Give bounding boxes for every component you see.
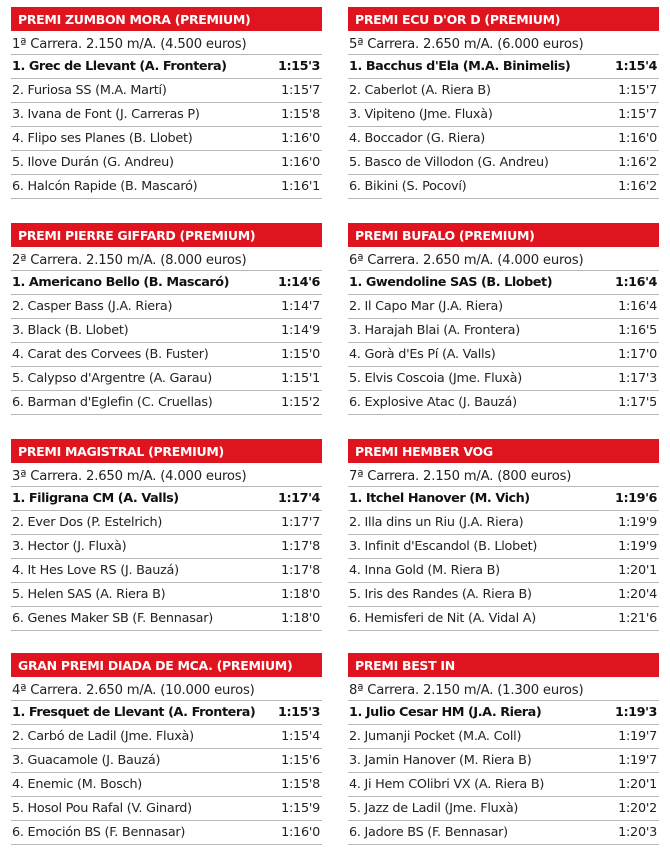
race-time: 1:19'9 bbox=[618, 515, 657, 530]
race-time: 1:15'0 bbox=[281, 347, 320, 362]
result-row bbox=[348, 821, 659, 845]
result-row bbox=[11, 295, 322, 319]
race-time: 1:15'8 bbox=[281, 777, 320, 792]
result-row bbox=[348, 367, 659, 391]
runner-name: 1. Itchel Hanover (M. Vich) bbox=[349, 491, 530, 506]
runner-name: 5. Jazz de Ladil (Jme. Fluxà) bbox=[349, 801, 519, 816]
race-title: PREMI PIERRE GIFFARD (PREMIUM) bbox=[11, 223, 322, 247]
result-row bbox=[348, 749, 659, 773]
result-row bbox=[348, 583, 659, 607]
race-time: 1:16'0 bbox=[618, 131, 657, 146]
result-row bbox=[348, 797, 659, 821]
runner-name: 2. Il Capo Mar (J.A. Riera) bbox=[349, 299, 503, 314]
result-row bbox=[11, 773, 322, 797]
runner-name: 4. Flipo ses Planes (B. Llobet) bbox=[12, 131, 193, 146]
runner-name: 1. Grec de Llevant (A. Frontera) bbox=[12, 59, 227, 74]
race-time: 1:17'8 bbox=[281, 563, 320, 578]
runner-name: 6. Bikini (S. Pocoví) bbox=[349, 179, 467, 194]
race-time: 1:15'6 bbox=[281, 753, 320, 768]
result-row bbox=[11, 559, 322, 583]
race-title: PREMI BUFALO (PREMIUM) bbox=[348, 223, 659, 247]
race-block bbox=[348, 7, 659, 199]
result-row bbox=[11, 367, 322, 391]
race-time: 1:19'7 bbox=[618, 753, 657, 768]
runner-name: 5. Hosol Pou Rafal (V. Ginard) bbox=[12, 801, 192, 816]
runner-name: 5. Ilove Durán (G. Andreu) bbox=[12, 155, 174, 170]
result-row bbox=[348, 773, 659, 797]
race-title: PREMI ECU D'OR D (PREMIUM) bbox=[348, 7, 659, 31]
race-time: 1:14'7 bbox=[281, 299, 320, 314]
runner-name: 3. Jamin Hanover (M. Riera B) bbox=[349, 753, 532, 768]
result-row bbox=[348, 701, 659, 725]
result-row bbox=[348, 391, 659, 415]
race-block bbox=[11, 223, 322, 415]
result-row bbox=[348, 487, 659, 511]
runner-name: 5. Calypso d'Argentre (A. Garau) bbox=[12, 371, 212, 386]
race-block bbox=[348, 223, 659, 415]
race-block bbox=[11, 7, 322, 199]
race-info: 5ª Carrera. 2.650 m/A. (6.000 euros) bbox=[348, 31, 659, 55]
race-title: PREMI HEMBER VOG bbox=[348, 439, 659, 463]
race-time: 1:17'5 bbox=[618, 395, 657, 410]
runner-name: 1. Fresquet de Llevant (A. Frontera) bbox=[12, 705, 256, 720]
race-time: 1:20'1 bbox=[618, 777, 657, 792]
result-row bbox=[11, 343, 322, 367]
result-row bbox=[11, 127, 322, 151]
runner-name: 6. Halcón Rapide (B. Mascaró) bbox=[12, 179, 198, 194]
runner-name: 5. Iris des Randes (A. Riera B) bbox=[349, 587, 532, 602]
race-time: 1:16'4 bbox=[618, 299, 657, 314]
result-row bbox=[11, 151, 322, 175]
result-row bbox=[11, 391, 322, 415]
result-row bbox=[11, 103, 322, 127]
race-title: PREMI BEST IN bbox=[348, 653, 659, 677]
runner-name: 2. Ever Dos (P. Estelrich) bbox=[12, 515, 163, 530]
runner-name: 3. Vipiteno (Jme. Fluxà) bbox=[349, 107, 493, 122]
result-row bbox=[348, 607, 659, 631]
race-block bbox=[11, 653, 322, 845]
race-title: PREMI MAGISTRAL (PREMIUM) bbox=[11, 439, 322, 463]
runner-name: 5. Elvis Coscoia (Jme. Fluxà) bbox=[349, 371, 522, 386]
race-info: 6ª Carrera. 2.650 m/A. (4.000 euros) bbox=[348, 247, 659, 271]
race-time: 1:15'1 bbox=[281, 371, 320, 386]
result-row bbox=[348, 175, 659, 199]
runner-name: 1. Filigrana CM (A. Valls) bbox=[12, 491, 179, 506]
race-time: 1:17'0 bbox=[618, 347, 657, 362]
runner-name: 6. Explosive Atac (J. Bauzá) bbox=[349, 395, 517, 410]
race-time: 1:15'3 bbox=[278, 705, 320, 720]
race-time: 1:18'0 bbox=[281, 587, 320, 602]
runner-name: 1. Gwendoline SAS (B. Llobet) bbox=[349, 275, 553, 290]
runner-name: 2. Furiosa SS (M.A. Martí) bbox=[12, 83, 167, 98]
race-title: PREMI ZUMBON MORA (PREMIUM) bbox=[11, 7, 322, 31]
race-time: 1:15'8 bbox=[281, 107, 320, 122]
result-row bbox=[11, 271, 322, 295]
result-row bbox=[11, 607, 322, 631]
race-title: GRAN PREMI DIADA DE MCA. (PREMIUM) bbox=[11, 653, 322, 677]
result-row bbox=[11, 701, 322, 725]
race-time: 1:16'1 bbox=[281, 179, 320, 194]
race-info: 4ª Carrera. 2.650 m/A. (10.000 euros) bbox=[11, 677, 322, 701]
result-row bbox=[348, 319, 659, 343]
result-row bbox=[348, 103, 659, 127]
race-time: 1:17'7 bbox=[281, 515, 320, 530]
result-row bbox=[348, 55, 659, 79]
result-row bbox=[348, 725, 659, 749]
race-time: 1:16'0 bbox=[281, 131, 320, 146]
runner-name: 2. Carbó de Ladil (Jme. Fluxà) bbox=[12, 729, 194, 744]
race-block bbox=[11, 439, 322, 631]
runner-name: 6. Jadore BS (F. Bennasar) bbox=[349, 825, 508, 840]
runner-name: 3. Harajah Blai (A. Frontera) bbox=[349, 323, 520, 338]
runner-name: 3. Black (B. Llobet) bbox=[12, 323, 129, 338]
result-row bbox=[348, 343, 659, 367]
result-row bbox=[11, 797, 322, 821]
race-time: 1:15'3 bbox=[278, 59, 320, 74]
race-time: 1:16'2 bbox=[618, 179, 657, 194]
runner-name: 5. Helen SAS (A. Riera B) bbox=[12, 587, 166, 602]
result-row bbox=[348, 535, 659, 559]
race-time: 1:20'1 bbox=[618, 563, 657, 578]
runner-name: 4. Inna Gold (M. Riera B) bbox=[349, 563, 500, 578]
race-time: 1:15'4 bbox=[615, 59, 657, 74]
race-time: 1:19'7 bbox=[618, 729, 657, 744]
runner-name: 3. Ivana de Font (J. Carreras P) bbox=[12, 107, 200, 122]
race-info: 8ª Carrera. 2.150 m/A. (1.300 euros) bbox=[348, 677, 659, 701]
result-row bbox=[348, 151, 659, 175]
race-time: 1:14'9 bbox=[281, 323, 320, 338]
result-row bbox=[348, 295, 659, 319]
runner-name: 3. Hector (J. Fluxà) bbox=[12, 539, 127, 554]
race-time: 1:21'6 bbox=[618, 611, 657, 626]
race-info: 7ª Carrera. 2.150 m/A. (800 euros) bbox=[348, 463, 659, 487]
result-row bbox=[11, 821, 322, 845]
runner-name: 2. Caberlot (A. Riera B) bbox=[349, 83, 491, 98]
race-time: 1:17'4 bbox=[278, 491, 320, 506]
result-row bbox=[11, 535, 322, 559]
result-row bbox=[348, 271, 659, 295]
race-time: 1:18'0 bbox=[281, 611, 320, 626]
race-time: 1:17'8 bbox=[281, 539, 320, 554]
race-block bbox=[348, 439, 659, 631]
race-time: 1:16'2 bbox=[618, 155, 657, 170]
race-time: 1:19'6 bbox=[615, 491, 657, 506]
race-info: 3ª Carrera. 2.650 m/A. (4.000 euros) bbox=[11, 463, 322, 487]
runner-name: 2. Jumanji Pocket (M.A. Coll) bbox=[349, 729, 522, 744]
runner-name: 1. Bacchus d'Ela (M.A. Binimelis) bbox=[349, 59, 571, 74]
result-row bbox=[11, 583, 322, 607]
runner-name: 6. Genes Maker SB (F. Bennasar) bbox=[12, 611, 213, 626]
result-row bbox=[11, 175, 322, 199]
race-time: 1:17'3 bbox=[618, 371, 657, 386]
race-info: 2ª Carrera. 2.150 m/A. (8.000 euros) bbox=[11, 247, 322, 271]
runner-name: 1. Americano Bello (B. Mascaró) bbox=[12, 275, 229, 290]
race-time: 1:15'7 bbox=[618, 83, 657, 98]
runner-name: 6. Emoción BS (F. Bennasar) bbox=[12, 825, 186, 840]
runner-name: 4. Boccador (G. Riera) bbox=[349, 131, 486, 146]
result-row bbox=[348, 511, 659, 535]
runner-name: 6. Barman d'Eglefin (C. Cruellas) bbox=[12, 395, 213, 410]
result-row bbox=[11, 487, 322, 511]
runner-name: 4. Gorà d'Es Pí (A. Valls) bbox=[349, 347, 496, 362]
race-time: 1:16'0 bbox=[281, 825, 320, 840]
runner-name: 4. Enemic (M. Bosch) bbox=[12, 777, 143, 792]
race-info: 1ª Carrera. 2.150 m/A. (4.500 euros) bbox=[11, 31, 322, 55]
runner-name: 4. Carat des Corvees (B. Fuster) bbox=[12, 347, 209, 362]
race-time: 1:20'4 bbox=[618, 587, 657, 602]
race-time: 1:16'5 bbox=[618, 323, 657, 338]
race-time: 1:19'3 bbox=[615, 705, 657, 720]
runner-name: 1. Julio Cesar HM (J.A. Riera) bbox=[349, 705, 542, 720]
race-time: 1:15'7 bbox=[618, 107, 657, 122]
runner-name: 5. Basco de Villodon (G. Andreu) bbox=[349, 155, 549, 170]
race-time: 1:15'9 bbox=[281, 801, 320, 816]
runner-name: 2. Illa dins un Riu (J.A. Riera) bbox=[349, 515, 524, 530]
runner-name: 4. Ji Hem COlibri VX (A. Riera B) bbox=[349, 777, 545, 792]
result-row bbox=[11, 725, 322, 749]
race-time: 1:20'3 bbox=[618, 825, 657, 840]
result-row bbox=[348, 127, 659, 151]
runner-name: 3. Guacamole (J. Bauzá) bbox=[12, 753, 161, 768]
race-time: 1:15'7 bbox=[281, 83, 320, 98]
result-row bbox=[11, 511, 322, 535]
result-row bbox=[11, 319, 322, 343]
race-time: 1:15'4 bbox=[281, 729, 320, 744]
result-row bbox=[11, 749, 322, 773]
race-time: 1:16'4 bbox=[615, 275, 657, 290]
runner-name: 3. Infinit d'Escandol (B. Llobet) bbox=[349, 539, 538, 554]
result-row bbox=[11, 55, 322, 79]
race-time: 1:14'6 bbox=[278, 275, 320, 290]
race-block bbox=[348, 653, 659, 845]
result-row bbox=[11, 79, 322, 103]
runner-name: 6. Hemisferi de Nit (A. Vidal A) bbox=[349, 611, 537, 626]
runner-name: 4. It Hes Love RS (J. Bauzá) bbox=[12, 563, 179, 578]
race-time: 1:16'0 bbox=[281, 155, 320, 170]
result-row bbox=[348, 79, 659, 103]
runner-name: 2. Casper Bass (J.A. Riera) bbox=[12, 299, 173, 314]
race-time: 1:19'9 bbox=[618, 539, 657, 554]
race-time: 1:15'2 bbox=[281, 395, 320, 410]
race-time: 1:20'2 bbox=[618, 801, 657, 816]
result-row bbox=[348, 559, 659, 583]
